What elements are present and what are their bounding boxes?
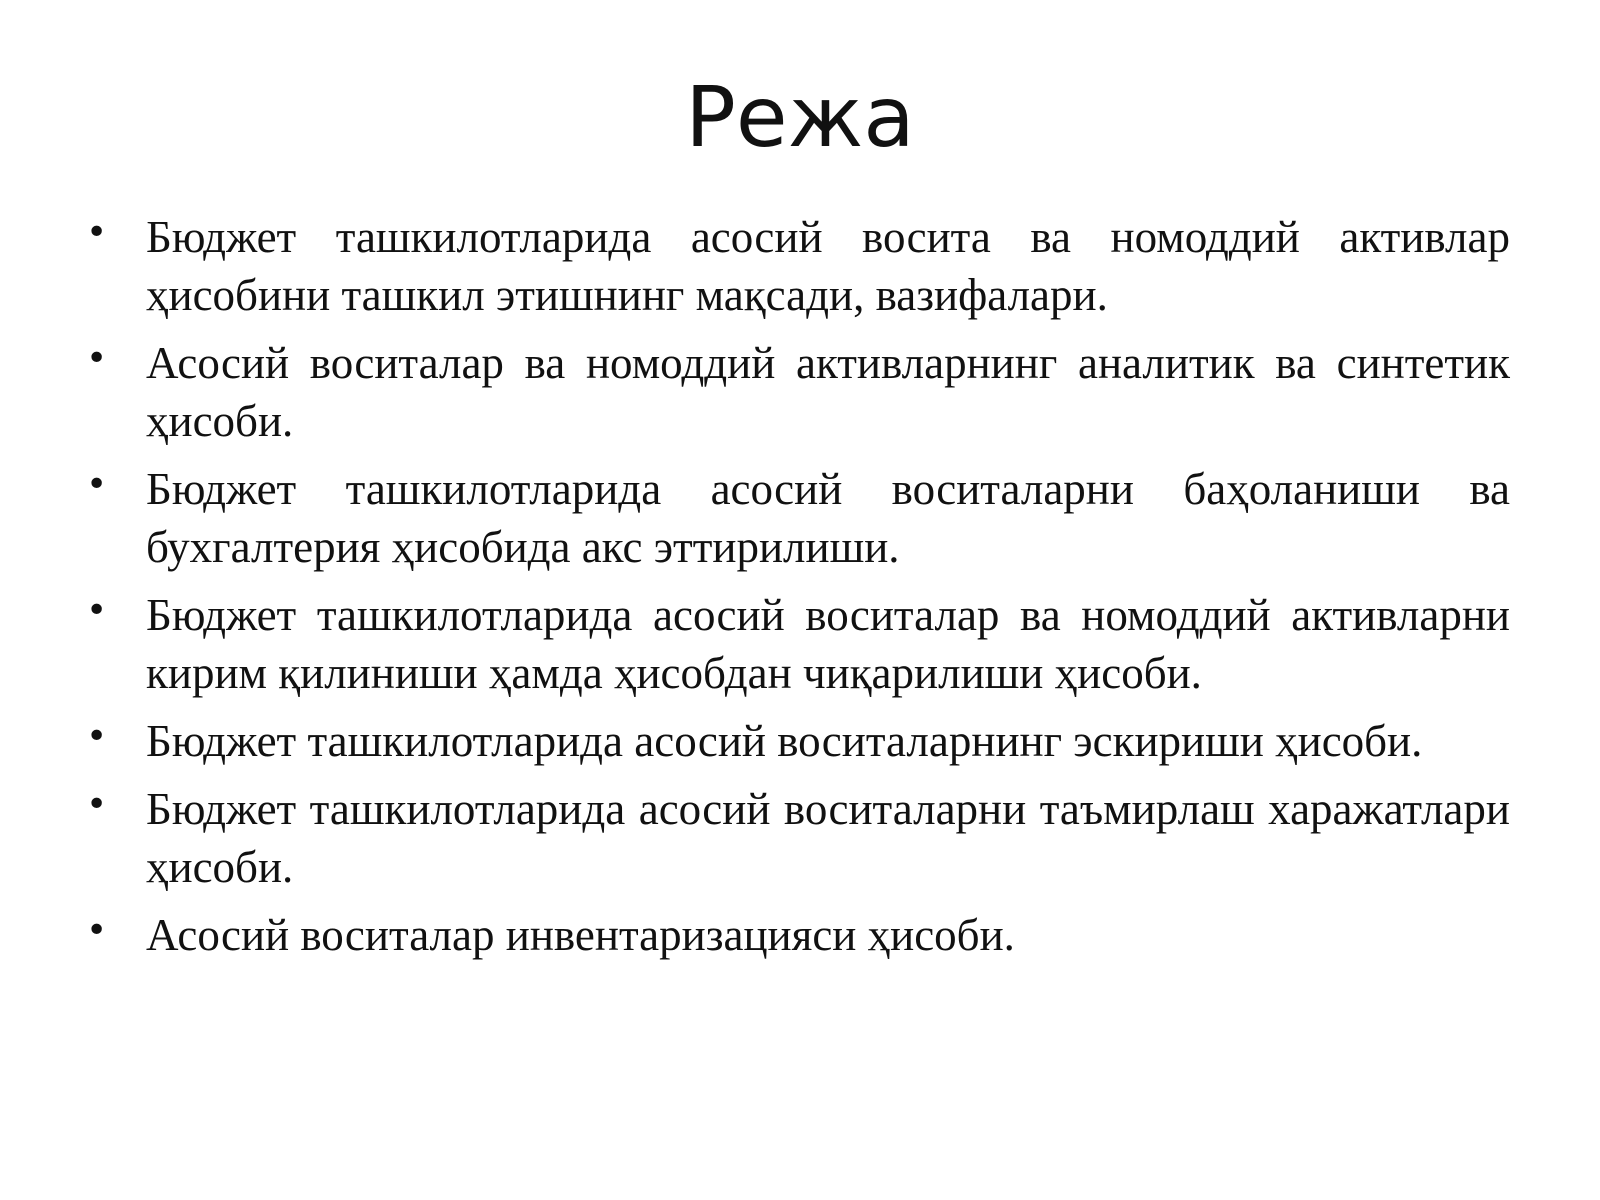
bullet-icon: • — [86, 716, 108, 757]
list-item — [86, 712, 1510, 770]
bullet-text: Бюджет ташкилотларида асосий восита ва номоддий активлар ҳисобини ташкил этишнинг мақсади, вазифалари. — [146, 212, 1510, 320]
bullet-text: Бюджет ташкилотларида асосий воситаларни баҳоланиши ва бухгалтерия ҳисобида акс эттирилиши. — [146, 464, 1510, 572]
slide-title: Режа — [685, 68, 915, 166]
bullet-text: Бюджет ташкилотларида асосий воситаларни таъмирлаш харажатлари ҳисоби. — [146, 784, 1510, 892]
bullet-icon: • — [86, 464, 108, 505]
bullet-icon: • — [86, 784, 108, 825]
bullet-icon: • — [86, 338, 108, 379]
list-item — [86, 906, 1510, 964]
bullet-icon: • — [86, 910, 108, 951]
bullet-list — [86, 208, 1510, 974]
list-item — [86, 460, 1510, 576]
list-item — [86, 586, 1510, 702]
bullet-icon: • — [86, 590, 108, 631]
bullet-text: Асосий воситалар ва номоддий активларнинг аналитик ва синтетик ҳисоби. — [146, 338, 1510, 446]
list-item — [86, 334, 1510, 450]
bullet-text: Бюджет ташкилотларида асосий воситалар ва номоддий активларни кирим қилиниши ҳамда ҳисобдан чиқарилиши ҳисоби. — [146, 590, 1510, 698]
list-item — [86, 780, 1510, 896]
bullet-text: Бюджет ташкилотларида асосий воситаларнинг эскириши ҳисоби. — [146, 716, 1423, 766]
bullet-text: Асосий воситалар инвентаризацияси ҳисоби. — [146, 910, 1015, 960]
list-item — [86, 208, 1510, 324]
bullet-icon: • — [86, 212, 108, 253]
